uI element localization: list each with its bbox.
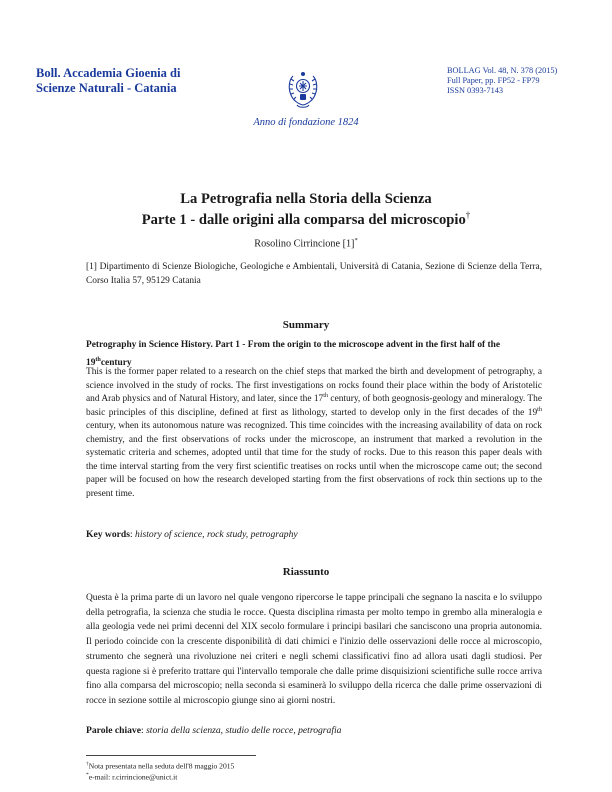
journal-name-line1: Boll. Accademia Gioenia di <box>36 66 181 80</box>
footnote-1-text: Nota presentata nella seduta dell'8 maggio 2015 <box>88 761 235 771</box>
english-title-sup: th <box>95 355 101 363</box>
parole-chiave-text: storia della scienza, studio delle rocce, petrografia <box>146 725 342 736</box>
parole-chiave-label: Parole chiave <box>86 725 141 736</box>
author-line <box>0 237 612 249</box>
summary-sup-2: th <box>537 405 542 413</box>
author-name: Rosolino Cirrincione [1] <box>254 238 355 250</box>
title-line1: La Petrografia nella Storia della Scienza <box>180 191 432 207</box>
founded-line: Anno di fondazione 1824 <box>253 117 359 128</box>
footnote-2 <box>86 771 177 782</box>
english-title-end: century <box>100 357 132 368</box>
paper-title <box>60 191 552 228</box>
keywords-line: Key words: history of science, rock study, petrography <box>86 529 298 540</box>
footnote-2-mark: * <box>86 772 89 778</box>
keywords-label: Key words <box>86 529 130 540</box>
title-line2 <box>60 207 552 228</box>
title-footnote-mark: † <box>465 210 471 220</box>
footnote-2-text: e-mail: r.cirrincione@unict.it <box>88 772 178 782</box>
pages-info: Full Paper, pp. FP52 - FP79 <box>447 76 540 85</box>
summary-sup-1: th <box>323 391 329 399</box>
summary-text-2: century, of both geognosis-geology and mineralogy. The basic principles of this discipline, defined at first as lithology, started to develop only in the first decades of the 19 <box>86 394 542 418</box>
issn-info: ISSN 0393-7143 <box>447 86 504 95</box>
summary-paragraph <box>86 366 542 501</box>
title-line2-text: Parte 1 - dalle origini alla comparsa del microscopio <box>141 211 466 228</box>
footnote-divider <box>86 755 256 756</box>
journal-name-line2: Scienze Naturali - Catania <box>36 80 177 95</box>
author-footnote-mark: * <box>354 237 358 244</box>
english-title-text: Petrography in Science History. Part 1 - From the origin to the microscope advent in the first half of the 19 <box>86 340 500 368</box>
academy-emblem-icon <box>285 70 321 110</box>
summary-text-1: This is the former paper related to a research on the chief steps that marked the birth and development of petrography, a science involved in the study of rocks. The first investigations on rocks found their place within the body of Aristotelic and Arab physics and of Natural History, and later, since the 17 <box>86 367 542 405</box>
parole-chiave-line: Parole chiave: storia della scienza, studio delle rocce, petrografia <box>86 725 342 736</box>
volume-info: BOLLAG Vol. 48, N. 378 (2015) <box>447 66 558 75</box>
journal-name <box>36 66 236 95</box>
publication-meta <box>447 66 587 96</box>
affiliation: [1] Dipartimento di Scienze Biologiche, Geologiche e Ambientali, Università di Catania, Sezione di Scienze della Terra, Corso Italia 57, 95129 Catania <box>86 262 542 286</box>
footnote-1 <box>86 760 234 771</box>
riassunto-heading: Riassunto <box>282 566 330 578</box>
summary-text-3: century, when its autonomous nature was recognized. This time coincides with the increasing availability of data on rock chemistry, and the first observations of rocks under the microscope, an instrument that marked a revolution in the systematic criteria and schemes, adopted until that time for the study of rocks. Due to this reason this paper deals with the time interval starting from the very first scientific treatises on rocks until when the microscope came out; the second paper will be focused on how the research developed starting from the first observations of rock thin sections up to the present time. <box>86 421 542 499</box>
keywords-text: history of science, rock study, petrography <box>135 529 298 540</box>
riassunto-paragraph: Questa è la prima parte di un lavoro nel quale vengono ripercorse le tappe principali che segnano la nascita e lo sviluppo della petrografia, la scienza che studia le rocce. Questa disciplina rimasta per molto tempo in grembo alla mineralogia e alla geologia vede nei primi decenni del XIX secolo formulare i principi basilari che sanciscono una propria autonomia. Il periodo coincide con la crescente disponibilità di dati chimici e l'inizio delle osservazioni delle rocce al microscopio, strumento che segnerà una rivoluzione nei criteri e negli schemi classificativi fino ad allora usati dagli studiosi. Per questa ragione si è preferito trattare qui l'intervallo temporale che dalle prime disquisizioni scientifiche sulle rocce arriva fino alla comparsa del microscopio; nella seconda si esaminerà lo sviluppo della ricerca che dalle prime osservazioni di rocce in sezione sottile al microscopio giunge sino ai giorni nostri. <box>86 593 542 706</box>
footnote-1-mark: † <box>86 761 89 767</box>
summary-heading: Summary <box>282 319 330 331</box>
